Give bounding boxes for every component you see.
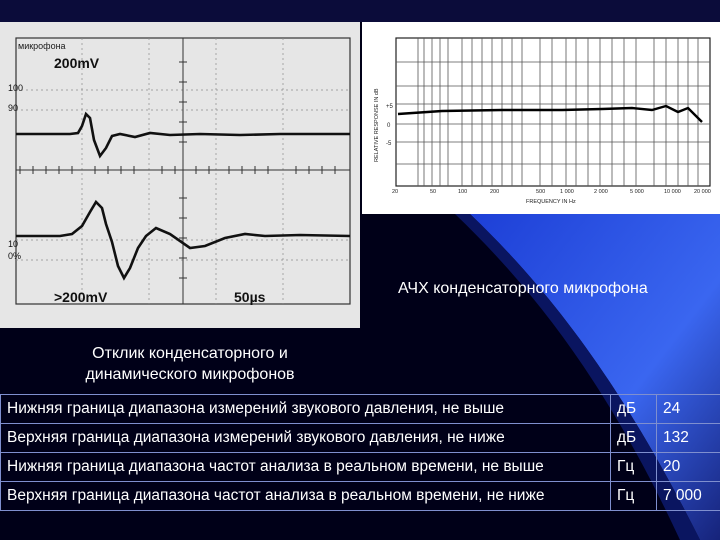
y-tick-minus5: -5 <box>386 141 392 147</box>
scope-top-label: микрофона <box>18 41 66 51</box>
x-tick-500: 500 <box>536 189 546 195</box>
table-row <box>1 395 720 424</box>
unit-cell: Гц <box>611 482 657 511</box>
unit-cell: дБ <box>611 395 657 424</box>
unit-cell: Гц <box>611 453 657 482</box>
param-cell: Нижняя граница диапазона измерений звукового давления, не выше <box>1 395 611 424</box>
specifications-table <box>0 394 720 511</box>
frequency-response-graph <box>362 22 720 214</box>
impulse-response-caption-line-1: Отклик конденсаторного и <box>92 345 288 362</box>
impulse-response-caption <box>40 343 340 385</box>
value-cell: 24 <box>657 395 720 424</box>
y-tick-0: 0 <box>387 123 391 129</box>
param-cell: Нижняя граница диапазона частот анализа в реальном времени, не выше <box>1 453 611 482</box>
y-axis-label: RELATIVE RESPONSE IN dB <box>374 88 380 162</box>
axis-tick-100: 100 <box>8 83 24 93</box>
x-tick-20: 20 <box>392 189 399 195</box>
unit-cell: дБ <box>611 424 657 453</box>
axis-tick-90: 90 <box>8 103 19 113</box>
value-cell: 7 000 <box>657 482 720 511</box>
table-row <box>1 424 720 453</box>
top-trace-scale-label: 200mV <box>54 55 100 71</box>
bottom-trace-scale-label: >200mV <box>54 289 108 305</box>
value-cell: 20 <box>657 453 720 482</box>
axis-tick-0: 0% <box>8 251 22 261</box>
table-row <box>1 453 720 482</box>
x-tick-1000: 1 000 <box>560 189 574 195</box>
table-row <box>1 482 720 511</box>
value-cell: 132 <box>657 424 720 453</box>
scope-response-image <box>0 22 360 328</box>
x-tick-50: 50 <box>430 189 437 195</box>
x-tick-200: 200 <box>490 189 500 195</box>
impulse-response-caption-line-2: динамического микрофонов <box>85 366 295 383</box>
x-tick-5000: 5 000 <box>630 189 644 195</box>
param-cell: Верхняя граница диапазона частот анализа в реальном времени, не ниже <box>1 482 611 511</box>
x-tick-100: 100 <box>458 189 468 195</box>
param-cell: Верхняя граница диапазона измерений звукового давления, не ниже <box>1 424 611 453</box>
axis-tick-10: 10 <box>8 239 19 249</box>
x-tick-20000: 20 000 <box>694 189 711 195</box>
frequency-response-caption: АЧХ конденсаторного микрофона <box>398 280 648 297</box>
time-scale-label: 50µs <box>234 289 266 305</box>
x-tick-2000: 2 000 <box>594 189 608 195</box>
y-tick-plus5: +5 <box>386 104 393 110</box>
x-axis-label: FREQUENCY IN Hz <box>526 199 576 205</box>
x-tick-10000: 10 000 <box>664 189 681 195</box>
frequency-response-image <box>362 22 720 214</box>
